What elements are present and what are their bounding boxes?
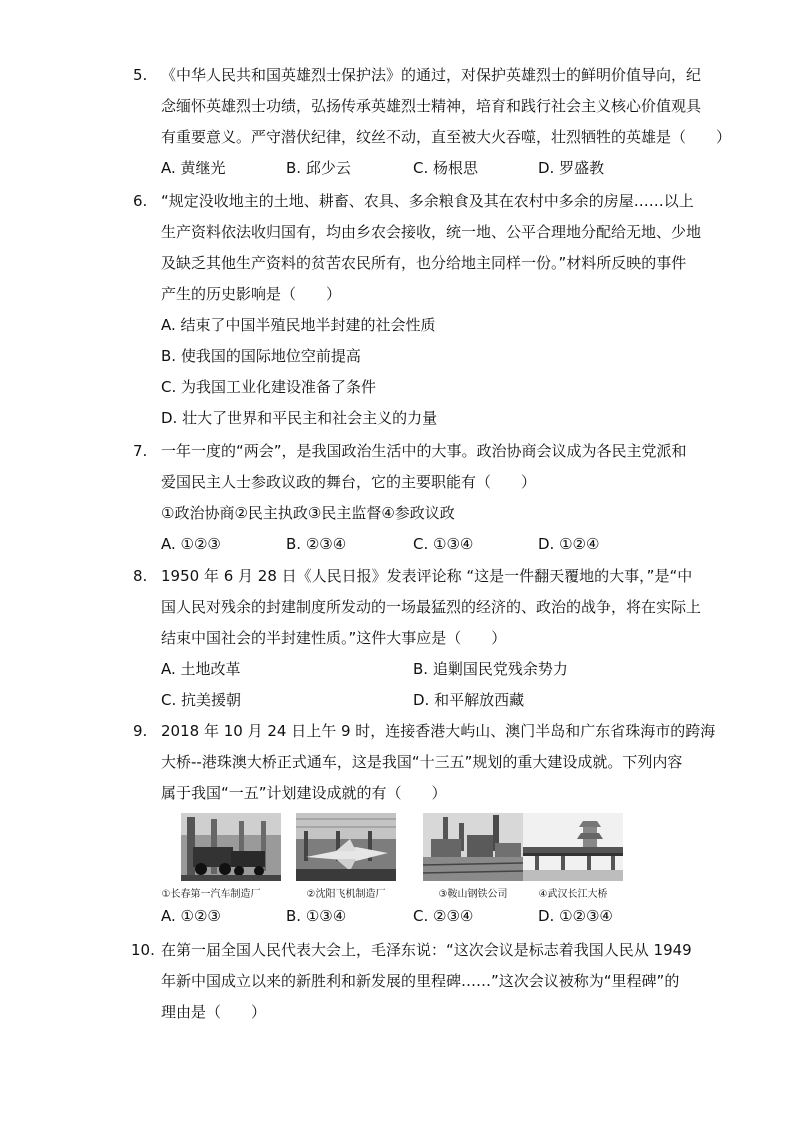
question-text: “规定没收地主的土地、耕畜、农具、多余粮食及其在农村中多余的房屋……以上 (161, 192, 694, 210)
question-number: 5. (133, 66, 148, 84)
photo-shenyang-aircraft-factory (296, 813, 396, 881)
question-text: 生产资料依法收归国有，均由乡农会接收，统一地、公平合理地分配给无地、少地 (161, 223, 702, 241)
option-a[interactable]: A. 结束了中国半殖民地半封建的社会性质 (161, 316, 436, 334)
photo-strip (161, 813, 673, 901)
photo-wuhan-yangtze-bridge (523, 813, 623, 881)
question-9 (133, 716, 716, 932)
option-a[interactable]: A. 土地改革 (161, 660, 241, 678)
option-d[interactable]: D. ①②③④ (538, 907, 613, 925)
question-number: 9. (133, 722, 148, 740)
option-d[interactable]: D. 壮大了世界和平民主和社会主义的力量 (161, 409, 438, 427)
question-text: 一年一度的“两会”，是我国政治生活中的大事。政治协商会议成为各民主党派和 (161, 442, 687, 460)
question-text: 国人民对残余的封建制度所发动的一场最猛烈的经济的、政治的战争，将在实际上 (161, 598, 702, 616)
question-6 (133, 186, 702, 434)
option-c[interactable]: C. 杨根思 (413, 159, 479, 177)
question-10 (131, 935, 692, 1028)
option-b[interactable]: B. 追剿国民党残余势力 (413, 660, 568, 678)
question-text: 及缺乏其他生产资料的贫苦农民所有，也分给地主同样一份。”材料所反映的事件 (161, 254, 687, 272)
question-text: 2018 年 10 月 24 日上午 9 时，连接香港大屿山、澳门半岛和广东省珠海市的跨海 (161, 722, 716, 740)
options-row (161, 529, 673, 560)
question-number: 6. (133, 192, 148, 210)
option-d[interactable]: D. ①②④ (538, 535, 600, 553)
options-row (161, 901, 673, 932)
question-text: 产生的历史影响是（ ） (161, 285, 342, 303)
option-d[interactable]: D. 和平解放西藏 (413, 691, 525, 709)
question-text: 《中华人民共和国英雄烈士保护法》的通过，对保护英雄烈士的鲜明价值导向，纪 (161, 66, 702, 84)
question-number: 8. (133, 567, 148, 585)
question-text: 1950 年 6 月 28 日《人民日报》发表评论称 “这是一件翻天覆地的大事，”是“中 (161, 567, 693, 585)
photo-caption: ②沈阳飞机制造厂 (306, 889, 386, 900)
option-c[interactable]: C. 为我国工业化建设准备了条件 (161, 378, 377, 396)
options-row (161, 685, 673, 716)
question-text: 属于我国“一五”计划建设成就的有（ ） (161, 784, 447, 802)
photo-caption: ④武汉长江大桥 (538, 889, 608, 900)
option-b[interactable]: B. ①③④ (286, 907, 347, 925)
option-b[interactable]: B. ②③④ (286, 535, 347, 553)
option-a[interactable]: A. ①②③ (161, 535, 221, 553)
options-row (161, 654, 673, 685)
question-text: 年新中国成立以来的新胜利和新发展的里程碑……”这次会议被称为“里程碑”的 (161, 972, 680, 990)
option-c[interactable]: C. ①③④ (413, 535, 474, 553)
photo-caption: ①长春第一汽车制造厂 (161, 889, 261, 900)
question-8 (133, 561, 702, 716)
option-a[interactable]: A. 黄继光 (161, 159, 226, 177)
option-d[interactable]: D. 罗盛教 (538, 159, 605, 177)
question-text: 结束中国社会的半封建性质。”这件大事应是（ ） (161, 629, 507, 647)
option-c[interactable]: C. 抗美援朝 (161, 691, 242, 709)
question-5 (133, 60, 732, 184)
option-b[interactable]: B. 邱少云 (286, 159, 351, 177)
question-text: 大桥--港珠澳大桥正式通车，这是我国“十三五”规划的重大建设成就。下列内容 (161, 753, 683, 771)
question-text: 爱国民主人士参政议政的舞台，它的主要职能有（ ） (161, 473, 537, 491)
question-text: 理由是（ ） (161, 1003, 267, 1021)
photo-changchun-auto-factory (181, 813, 281, 881)
question-number: 7. (133, 442, 148, 460)
question-number: 10. (131, 941, 155, 959)
question-text: 在第一届全国人民代表大会上，毛泽东说：“这次会议是标志着我国人民从 1949 (161, 941, 692, 959)
question-text: ①政治协商②民主执政③民主监督④参政议政 (161, 504, 455, 522)
question-text: 念缅怀英雄烈士功绩，弘扬传承英雄烈士精神，培育和践行社会主义核心价值观具 (161, 97, 702, 115)
photo-anshan-steel (423, 813, 523, 881)
question-7 (133, 436, 687, 560)
option-c[interactable]: C. ②③④ (413, 907, 474, 925)
options-row (161, 153, 673, 184)
photo-caption: ③鞍山钢铁公司 (438, 889, 508, 900)
question-text: 有重要意义。严守潜伏纪律，纹丝不动，直至被大火吞噬，壮烈牺牲的英雄是（ ） (161, 128, 732, 146)
option-a[interactable]: A. ①②③ (161, 907, 221, 925)
option-b[interactable]: B. 使我国的国际地位空前提高 (161, 347, 361, 365)
